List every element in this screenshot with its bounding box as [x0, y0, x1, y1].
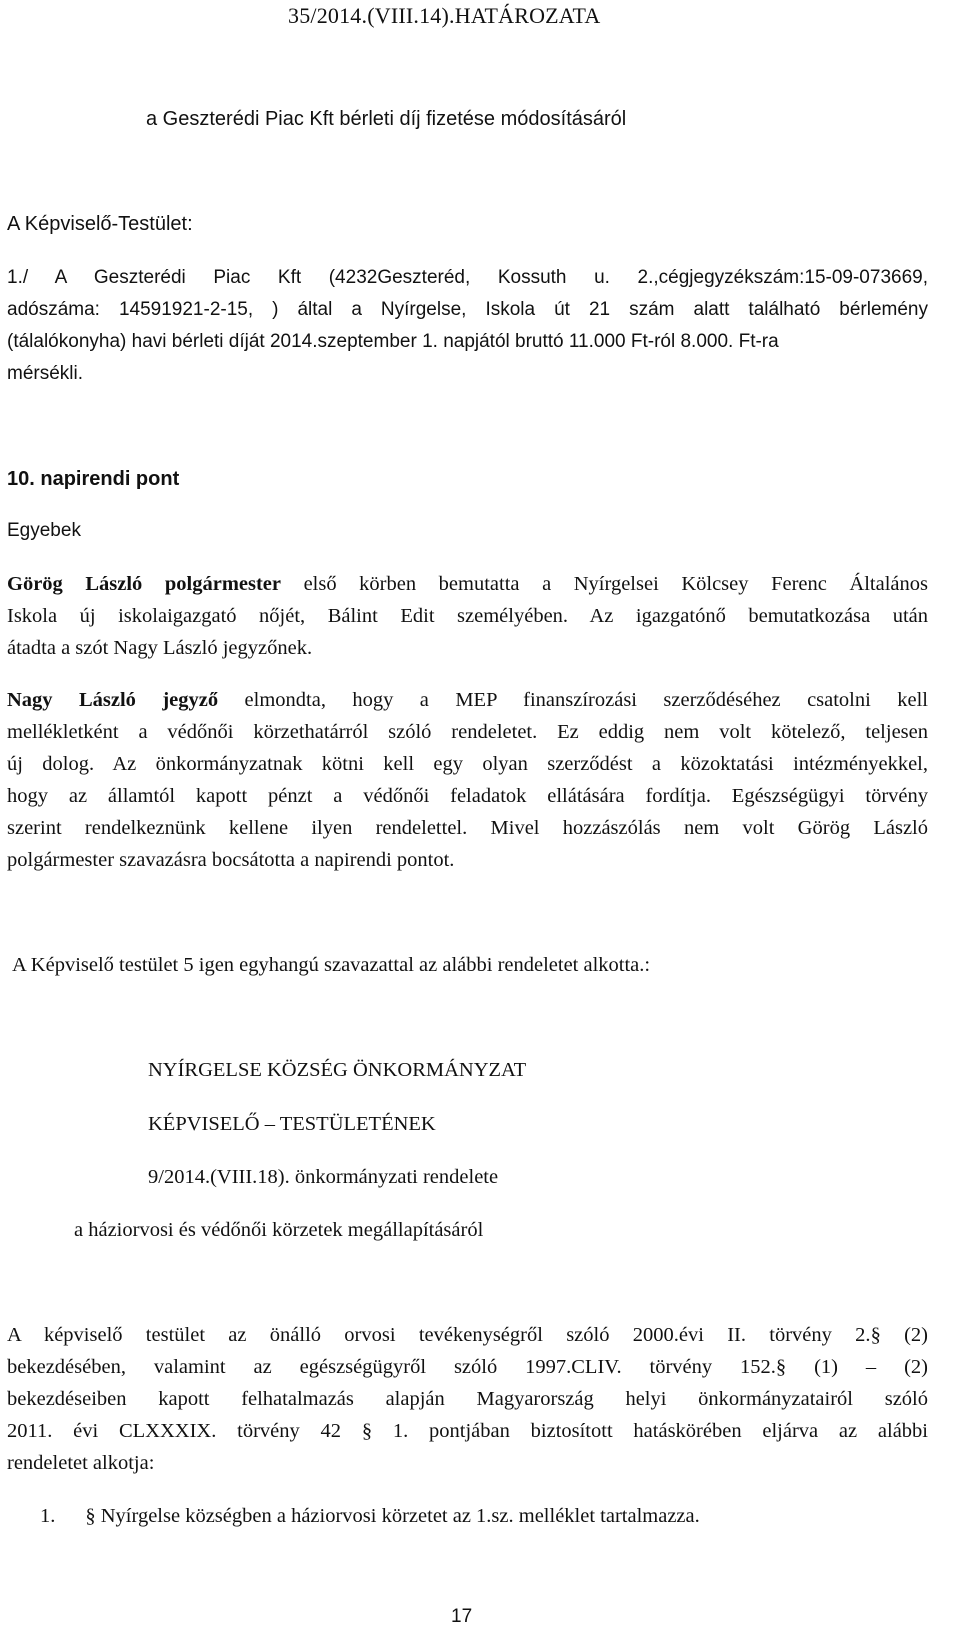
section-symbol: § — [85, 1505, 96, 1527]
resolution-text-line: mérsékli. — [7, 363, 84, 384]
speaker-name: Nagy László jegyző — [7, 689, 219, 711]
resolution-subject: a Geszterédi Piac Kft bérleti díj fizetése módosításáról — [146, 108, 627, 130]
ordinance-issuer: NYÍRGELSE KÖZSÉG ÖNKORMÁNYZAT — [148, 1059, 527, 1081]
resolution-text-line: adószáma: 14591921-2-15, ) által a Nyírgelse, Iskola út 21 szám alatt található bérlemény — [7, 299, 928, 320]
speaker-name: Görög László polgármester — [7, 573, 282, 595]
paragraph-line: Nagy László jegyző elmondta, hogy a MEP finanszírozási szerződéséhez csatolni kell — [7, 689, 928, 711]
preamble-line: rendeletet alkotja: — [7, 1452, 155, 1474]
paragraph-line: hogy az államtól kapott pénzt a védőnői feladatok ellátására fordítja. Egészségügyi törvény — [7, 785, 928, 807]
paragraph-line: szerint rendelkeznünk kellene ilyen rendelettel. Mivel hozzászólás nem volt Görög László — [7, 817, 928, 839]
section-symbol: § — [361, 1420, 373, 1442]
resolution-text-line: 1./ A Geszterédi Piac Kft (4232Geszteréd, Kossuth u. 2.,cégjegyzékszám:15-09-073669, — [7, 267, 928, 288]
preamble-line: bekezdésében, valamint az egészségügyről szóló 1997.CLIV. törvény 152.§ (1) – (2) — [7, 1356, 928, 1378]
section-item: 1. § Nyírgelse községben a háziorvosi körzetet az 1.sz. melléklet tartalmazza. — [40, 1505, 700, 1527]
section-symbol: § — [775, 1356, 787, 1378]
preamble-line: 2011. évi CLXXXIX. törvény 42 § 1. pontjában biztosított hatáskörében eljárva az alábbi — [7, 1420, 928, 1442]
agenda-topic: Egyebek — [7, 520, 81, 541]
ordinance-number: 9/2014.(VIII.18). önkormányzati rendelete — [148, 1166, 499, 1188]
preamble-line: A képviselő testület az önálló orvosi tevékenységről szóló 2000.évi II. törvény 2.§ (2) — [7, 1324, 928, 1346]
paragraph-line: Iskola új iskolaigazgató nőjét, Bálint Edit személyében. Az igazgatónő bemutatkozása után — [7, 605, 928, 627]
document-number: 35/2014.(VIII.14).HATÁROZATA — [288, 3, 601, 28]
paragraph-line: Görög László polgármester első körben bemutatta a Nyírgelsei Kölcsey Ferenc Általános — [7, 573, 928, 595]
ordinance-title: a háziorvosi és védőnői körzetek megállapításáról — [74, 1219, 484, 1241]
preamble-line: bekezdéseiben kapott felhatalmazás alapján Magyarország helyi önkormányzatairól szóló — [7, 1388, 928, 1410]
paragraph-line: polgármester szavazásra bocsátotta a napirendi pontot. — [7, 849, 455, 871]
body-label: A Képviselő-Testület: — [7, 213, 193, 235]
paragraph-line: új dolog. Az önkormányzatnak kötni kell egy olyan szerződést a közoktatási intézményekkel, — [7, 753, 928, 775]
ordinance-issuer: KÉPVISELŐ – TESTÜLETÉNEK — [148, 1113, 436, 1135]
paragraph-line: mellékletként a védőnői körzethatárról szóló rendeletet. Ez eddig nem volt kötelező, teljesen — [7, 721, 928, 743]
page-number: 17 — [451, 1606, 473, 1627]
paragraph-line: átadta a szót Nagy László jegyzőnek. — [7, 637, 313, 659]
resolution-text-line: (tálalókonyha) havi bérleti díját 2014.szeptember 1. napjától bruttó 11.000 Ft-ról 8.000. Ft-ra — [7, 331, 779, 352]
section-item-number: 1. — [40, 1505, 56, 1527]
agenda-item-title: 10. napirendi pont — [7, 468, 180, 490]
vote-result: A Képviselő testület 5 igen egyhangú szavazattal az alábbi rendeletet alkotta.: — [12, 954, 651, 976]
section-symbol: § — [870, 1324, 881, 1346]
